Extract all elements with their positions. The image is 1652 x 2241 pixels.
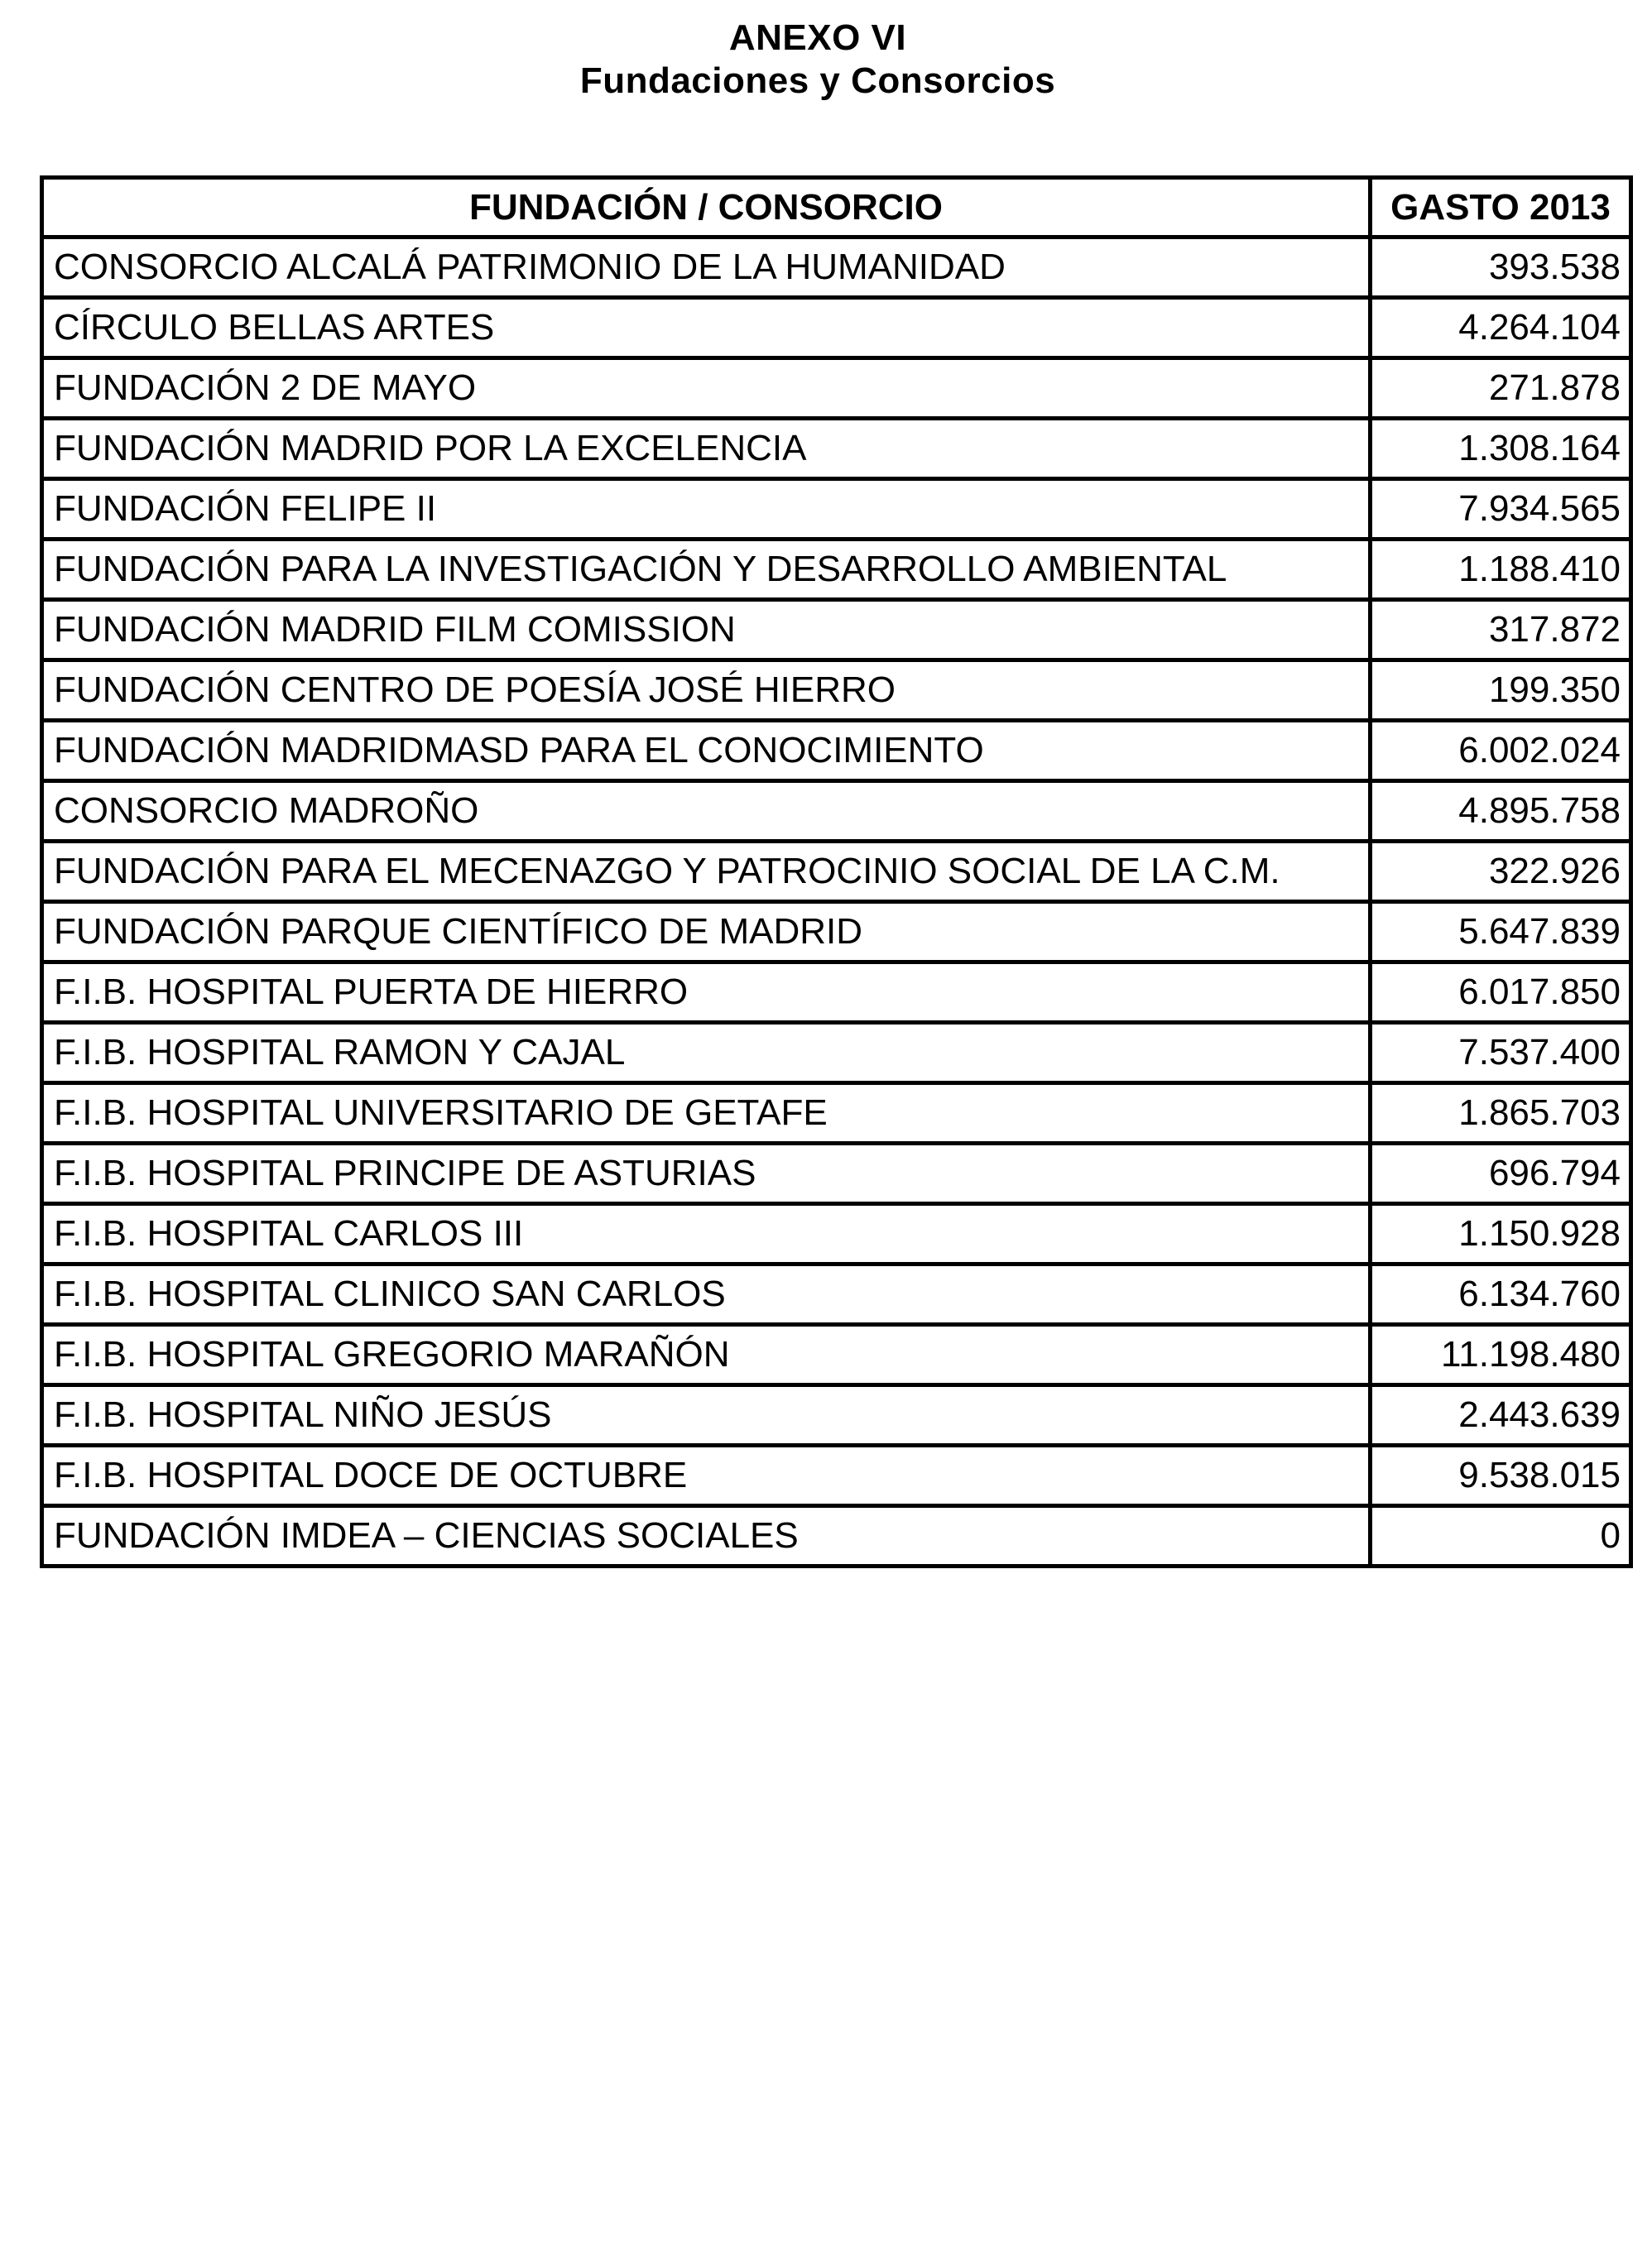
gasto-value-cell: 0 [1371, 1506, 1631, 1567]
funding-table [40, 175, 1633, 1568]
table-row [42, 1506, 1631, 1567]
column-header-entity: FUNDACIÓN / CONSORCIO [42, 178, 1371, 238]
table-row [42, 600, 1631, 660]
table-row [42, 1325, 1631, 1385]
entity-name-cell: F.I.B. HOSPITAL DOCE DE OCTUBRE [42, 1446, 1371, 1506]
page-title: ANEXO VI [728, 17, 907, 58]
entity-name-cell: FUNDACIÓN MADRID FILM COMISSION [42, 600, 1371, 660]
gasto-value-cell: 1.150.928 [1371, 1204, 1631, 1264]
table-row [42, 721, 1631, 781]
entity-name-cell: F.I.B. HOSPITAL PUERTA DE HIERRO [42, 962, 1371, 1023]
gasto-value-cell: 9.538.015 [1371, 1446, 1631, 1506]
entity-name-cell: F.I.B. HOSPITAL CARLOS III [42, 1204, 1371, 1264]
page-subtitle: Fundaciones y Consorcios [579, 60, 1056, 101]
table-row [42, 842, 1631, 902]
gasto-value-cell: 322.926 [1371, 842, 1631, 902]
gasto-value-cell: 317.872 [1371, 600, 1631, 660]
table-row [42, 358, 1631, 419]
table-row [42, 540, 1631, 600]
gasto-value-cell: 11.198.480 [1371, 1325, 1631, 1385]
gasto-value-cell: 199.350 [1371, 660, 1631, 721]
table-row [42, 1264, 1631, 1325]
table-row [42, 298, 1631, 358]
entity-name-cell: FUNDACIÓN MADRIDMASD PARA EL CONOCIMIENTO [42, 721, 1371, 781]
table-row [42, 1385, 1631, 1446]
table-row [42, 1083, 1631, 1144]
gasto-value-cell: 1.188.410 [1371, 540, 1631, 600]
entity-name-cell: CONSORCIO MADROÑO [42, 781, 1371, 842]
table-row [42, 1144, 1631, 1204]
gasto-value-cell: 4.895.758 [1371, 781, 1631, 842]
entity-name-cell: F.I.B. HOSPITAL CLINICO SAN CARLOS [42, 1264, 1371, 1325]
gasto-value-cell: 393.538 [1371, 238, 1631, 298]
entity-name-cell: FUNDACIÓN MADRID POR LA EXCELENCIA [42, 419, 1371, 479]
table-row [42, 660, 1631, 721]
gasto-value-cell: 7.934.565 [1371, 479, 1631, 540]
table-row [42, 419, 1631, 479]
entity-name-cell: CÍRCULO BELLAS ARTES [42, 298, 1371, 358]
entity-name-cell: F.I.B. HOSPITAL PRINCIPE DE ASTURIAS [42, 1144, 1371, 1204]
gasto-value-cell: 6.134.760 [1371, 1264, 1631, 1325]
entity-name-cell: FUNDACIÓN IMDEA – CIENCIAS SOCIALES [42, 1506, 1371, 1567]
entity-name-cell: F.I.B. HOSPITAL UNIVERSITARIO DE GETAFE [42, 1083, 1371, 1144]
gasto-value-cell: 6.002.024 [1371, 721, 1631, 781]
gasto-value-cell: 4.264.104 [1371, 298, 1631, 358]
gasto-value-cell: 5.647.839 [1371, 902, 1631, 962]
gasto-value-cell: 696.794 [1371, 1144, 1631, 1204]
entity-name-cell: FUNDACIÓN FELIPE II [42, 479, 1371, 540]
gasto-value-cell: 1.865.703 [1371, 1083, 1631, 1144]
gasto-value-cell: 7.537.400 [1371, 1023, 1631, 1083]
gasto-value-cell: 1.308.164 [1371, 419, 1631, 479]
entity-name-cell: FUNDACIÓN CENTRO DE POESÍA JOSÉ HIERRO [42, 660, 1371, 721]
table-row [42, 1023, 1631, 1083]
gasto-value-cell: 2.443.639 [1371, 1385, 1631, 1446]
table-row [42, 781, 1631, 842]
table-row [42, 1204, 1631, 1264]
column-header-gasto: GASTO 2013 [1371, 178, 1631, 238]
entity-name-cell: F.I.B. HOSPITAL GREGORIO MARAÑÓN [42, 1325, 1371, 1385]
entity-name-cell: F.I.B. HOSPITAL NIÑO JESÚS [42, 1385, 1371, 1446]
table-row [42, 962, 1631, 1023]
entity-name-cell: FUNDACIÓN PARQUE CIENTÍFICO DE MADRID [42, 902, 1371, 962]
gasto-value-cell: 6.017.850 [1371, 962, 1631, 1023]
table-row [42, 479, 1631, 540]
entity-name-cell: CONSORCIO ALCALÁ PATRIMONIO DE LA HUMANIDAD [42, 238, 1371, 298]
table-row [42, 902, 1631, 962]
title-block [0, 0, 1635, 103]
table-row [42, 1446, 1631, 1506]
gasto-value-cell: 271.878 [1371, 358, 1631, 419]
table-header-row [42, 178, 1631, 238]
table-row [42, 238, 1631, 298]
entity-name-cell: F.I.B. HOSPITAL RAMON Y CAJAL [42, 1023, 1371, 1083]
entity-name-cell: FUNDACIÓN PARA LA INVESTIGACIÓN Y DESARROLLO AMBIENTAL [42, 540, 1371, 600]
entity-name-cell: FUNDACIÓN 2 DE MAYO [42, 358, 1371, 419]
entity-name-cell: FUNDACIÓN PARA EL MECENAZGO Y PATROCINIO SOCIAL DE LA C.M. [42, 842, 1371, 902]
